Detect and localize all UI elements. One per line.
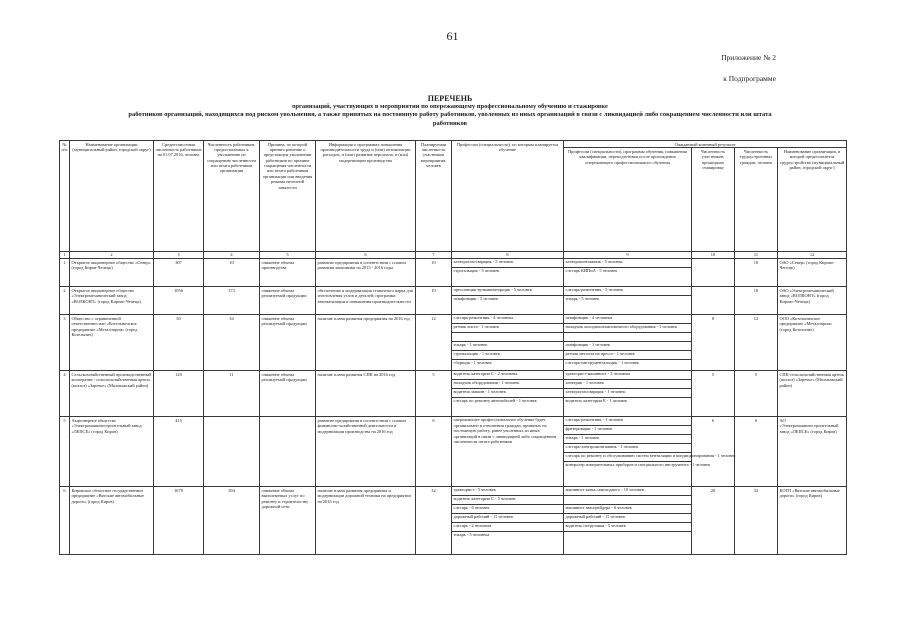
header-programs-info: Информация о программах повышения производительности труда и (или) оптимизации расходов, и (или) развития персонала, и (или) модернизации производства — [316, 141, 416, 252]
training-professions-item: наладчик оборудования - 1 человек — [452, 379, 563, 388]
training-professions-item: электрогазосварщик - 5 человек — [453, 259, 514, 265]
table-row — [60, 487, 847, 555]
result-professions — [564, 417, 736, 487]
organization-name: Открытое акционерное общество «Электромеханический завод «ВОЛКОНТ» (город Кирово-Чепецк) — [70, 287, 154, 315]
average-headcount: 1056 — [154, 287, 204, 315]
interns-count — [692, 287, 735, 315]
interns-count: 6 — [692, 417, 735, 487]
target-organization: ОАО «Север» (город Кирово-Чепецк) — [778, 259, 847, 287]
employed-count: 6 — [735, 417, 778, 487]
layoff-count: 10 — [204, 259, 260, 287]
result-professions-item — [564, 531, 691, 540]
training-professions-item: дорожный рабочий - 11 человек — [452, 513, 563, 522]
row-number: 4 — [60, 371, 70, 417]
training-professions-item: прессовщик-вулканизаторщик - 5 человек — [453, 287, 532, 293]
planned-participants: 12 — [416, 315, 452, 371]
training-professions-item: резчик листа - 1 человек — [452, 323, 563, 332]
programs-info: развитие предприятия в соответствии с планом развития экономики на 2015 - 2016 годы — [316, 259, 416, 287]
result-professions-item: наладчик холодноштамповочного оборудования - 1 человек — [564, 323, 691, 332]
column-index: 8 — [452, 252, 564, 259]
column-index-row — [60, 252, 847, 259]
planned-participants: 32 — [416, 487, 452, 555]
row-number: 3 — [60, 315, 70, 371]
target-organization: СПК-сельскохозяйственная артель (колхоз) «Заречье» (Малмыжский район) — [778, 371, 847, 417]
training-professions — [452, 259, 564, 287]
result-professions-item: шлифовщик - 4 человека — [565, 315, 612, 321]
result-professions — [564, 315, 692, 371]
table-row — [60, 315, 847, 371]
programs-info: наличие плана развития предприятия и модернизации дорожной техники на предприятии на 2016 год — [316, 487, 416, 555]
column-index: 12 — [778, 252, 847, 259]
layoff-reason: снижение объема производства — [260, 259, 316, 287]
programs-info: наличие плана развития предприятия на 2016 год — [316, 315, 416, 371]
layoff-count: 11 — [204, 371, 260, 417]
target-organization: АО «Электромашиностроительный завод «ЛЕПСЕ» (город Киров) — [778, 417, 847, 487]
interns-count: 20 — [692, 487, 735, 555]
document-subtitle-line-1: организаций, участвующих в мероприятии по опережающему профессиональному обучению и стажировке — [292, 103, 608, 110]
layoff-reason: снижение объема реализуемой продукции — [260, 315, 316, 371]
result-professions-item: токарь - 1 человек — [564, 434, 691, 443]
target-organization: ОАО «Электромеханический завод «ВОЛКОНТ» (город Кирово-Чепецк) — [778, 287, 847, 315]
result-professions-item: электромонтажник - 5 человек — [565, 259, 623, 265]
row-number: 5 — [60, 417, 70, 487]
training-professions-item: водитель категории С - 2 человека — [453, 371, 518, 377]
training-professions — [452, 287, 564, 315]
header-expected-result: Ожидаемый конечный результат — [564, 141, 847, 148]
row-number: 2 — [60, 287, 70, 315]
training-professions-item: стропальщик - 1 человек — [452, 350, 563, 359]
column-index: 9 — [564, 252, 692, 259]
training-professions-item: водитель машин - 1 человек — [452, 388, 563, 397]
result-professions-item: электрогазосварщик - 1 человек — [564, 388, 691, 397]
target-organization: ООО «Котельничское предприятие «Металлпром» (город Котельнич) — [778, 315, 847, 371]
header-layoff-count: Численность работников, предполагаемых к увольнению по сокращению численности или штата работников организации — [204, 141, 260, 252]
average-headcount: 307 — [154, 259, 204, 287]
table-row — [60, 417, 847, 487]
training-professions-item: сборщик - 1 человек — [452, 359, 563, 368]
row-number: 1 — [60, 259, 70, 287]
training-professions-item: тракторист - 5 человек — [453, 487, 496, 493]
appendix-number: Приложение № 2 — [721, 53, 776, 62]
target-organization: КОГП «Вятские автомобильные дороги» (город Киров) — [778, 487, 847, 555]
header-organization: Наименование организации (муниципальный район, городской округ) — [70, 141, 154, 252]
document-subtitle-line-2: работников организаций, находящихся под риском увольнения, а также принятых на постоянную работу работников, уволенных из иных организаций в связи с ликвидацией либо сокращением численности или штата — [128, 111, 772, 118]
result-professions-item: тракторист-машинист - 3 человека — [565, 371, 631, 377]
result-professions-item: дорожный рабочий - 11 человек — [564, 513, 691, 522]
result-professions-item: машинист катка самоходного - 10 человек — [565, 487, 644, 493]
appendix-subprogram: к Подпрограмме — [723, 74, 776, 83]
organization-name: Открытое акционерное общество «Север» (город Киров-Чепецк) — [70, 259, 154, 287]
result-professions — [564, 287, 692, 315]
column-index: 7 — [416, 252, 452, 259]
training-professions — [452, 371, 564, 417]
layoff-count: 34 — [204, 315, 260, 371]
layoff-count — [204, 417, 260, 487]
column-index: 2 — [70, 252, 154, 259]
header-result-professions: Профессии (специальности), программы обучения, повышения квалификации, переподготовки после прохождения опережающего профессионального обучения — [564, 148, 692, 252]
result-professions-item: слесарь-ремонтник - 1 человек — [565, 417, 624, 423]
training-professions — [452, 315, 564, 371]
organization-name: Сельскохозяйственный производственный кооператив - сельскохозяйственная артель (колхоз) «Заречье» (Малмыжский район) — [70, 371, 154, 417]
column-index: 3 — [154, 252, 204, 259]
organizations-table — [59, 140, 847, 555]
training-professions — [452, 487, 564, 555]
planned-participants: 6 — [416, 417, 452, 487]
result-professions — [564, 371, 692, 417]
training-professions-item — [452, 332, 563, 341]
header-reason: Причина, по которой принято решение о предстоящем увольнении работников по причине сокращения численности или штата работников организации или введения режима неполной занятости — [260, 141, 316, 252]
header-employed: Численность трудоустроенных граждан, человек — [735, 148, 778, 252]
result-professions-item — [564, 495, 691, 504]
average-headcount: 1679 — [154, 487, 204, 555]
training-professions-item: шлифовщик - 5 человек — [452, 295, 563, 304]
column-index: 6 — [316, 252, 416, 259]
header-interns: Численность участников, прошедших стажировку — [692, 148, 735, 252]
interns-count: 5 — [692, 371, 735, 417]
result-professions-item: слесарь-электромонтажник - 1 человек — [564, 443, 691, 452]
header-average-headcount: Среднесписочная численность работников на 01.07.2016, человек — [154, 141, 204, 252]
layoff-count: 373 — [204, 287, 260, 315]
column-index: 5 — [260, 252, 316, 259]
average-headcount: 120 — [154, 371, 204, 417]
layoff-reason — [260, 417, 316, 487]
training-professions-item: токарь - 3 человека — [452, 531, 563, 540]
column-index: 11 — [735, 252, 778, 259]
result-professions — [564, 259, 692, 287]
programs-info: наличие плана развития СПК на 2016 год — [316, 371, 416, 417]
programs-info: развитие предприятия в соответствии с планом финансово-хозяйственной деятельности и модернизации производства на 2016 год — [316, 417, 416, 487]
row-number: 6 — [60, 487, 70, 555]
header-training-professions: Профессии (специальности), по которым планируется обучение — [452, 141, 564, 252]
training-professions-item: водитель категории С - 5 человек — [452, 495, 563, 504]
table-row — [60, 259, 847, 287]
average-headcount: 50 — [154, 315, 204, 371]
employed-count: 12 — [735, 315, 778, 371]
layoff-reason: снижение объема реализуемой продукции — [260, 287, 316, 315]
result-professions-item: машинист автогрейдера - 6 человек — [564, 504, 691, 513]
layoff-reason: снижение объема реализуемой продукции — [260, 371, 316, 417]
employed-count: 5 — [735, 371, 778, 417]
employed-count: 10 — [735, 259, 778, 287]
result-professions-item: резчик металла на прессе - 1 человек — [564, 350, 691, 359]
training-professions — [452, 417, 564, 487]
planned-participants: 5 — [416, 371, 452, 417]
document-subtitle-line-3: работников — [432, 120, 468, 127]
result-professions-item: контролер измерительных приборов и специального инструмента - 1 человек — [564, 461, 691, 470]
result-professions-item: электрик - 1 человек — [564, 379, 691, 388]
planned-participants: 10 — [416, 287, 452, 315]
result-professions-item: шлифовщик - 1 человек — [564, 341, 691, 350]
table-row — [60, 287, 847, 315]
result-professions-item: слесарь-инструментальщик - 1 человек — [564, 359, 691, 368]
training-professions-item: слесарь по ремонту автомобилей - 1 человек — [452, 397, 563, 406]
employed-count: 32 — [735, 487, 778, 555]
result-professions-item: слесарь-ремонтник - 5 человек — [565, 287, 624, 293]
employed-count: 10 — [735, 287, 778, 315]
organization-name: Акционерное общество «Электромашиностроительный завод «ЛЕПСЕ» (город Киров) — [70, 417, 154, 487]
result-professions-item: токарь - 5 человек — [564, 295, 691, 304]
result-professions-item: слесарь КИПиА - 5 человек — [564, 267, 691, 276]
planned-participants: 10 — [416, 259, 452, 287]
average-headcount: 415 — [154, 417, 204, 487]
header-target-organization: Наименование организации, в которой предполагается трудоустройство (муниципальный район, городской округ) — [778, 148, 847, 252]
result-professions-item: водитель погрузчика - 5 человек — [564, 522, 691, 531]
page-number: 61 — [446, 29, 459, 43]
programs-info: обеспечение и модернизация станочного парка для изготовления узлов и деталей; программа автоматизации и повышения производительности — [316, 287, 416, 315]
column-index: 10 — [692, 252, 735, 259]
organization-name: Кировское областное государственное предприятие «Вятские автомобильные дороги» (город Киров) — [70, 487, 154, 555]
header-planned-participants: Планируемая численность участников мероприятия, человек — [416, 141, 452, 252]
column-index: 1 — [60, 252, 70, 259]
training-professions-item: опережающее профессиональное обучение будет организовано в отношении граждан, принятых на постоянную работу, ранее уволенных из иных организаций в связи с ликвидацией либо сокращением численности штата работников — [453, 417, 557, 444]
result-professions-item: фрезеровщик - 1 человек — [564, 425, 691, 434]
organization-name: Общество с ограниченной ответственностью «Котельничское предприятие «Металлпром» (город Котельнич) — [70, 315, 154, 371]
interns-count: 8 — [692, 315, 735, 371]
layoff-reason: снижение объема выполняемых услуг по ремонту и строительству дорожной сети — [260, 487, 316, 555]
organizations-table-wrapper — [59, 140, 846, 620]
training-professions-item: строгальщик - 5 человек — [452, 267, 563, 276]
layoff-count: 294 — [204, 487, 260, 555]
table-row — [60, 371, 847, 417]
header-no: № п/п — [60, 141, 70, 252]
document-title: ПЕРЕЧЕНЬ — [427, 94, 473, 103]
training-professions-item: слесарь - 6 человек — [452, 504, 563, 513]
result-professions-item — [564, 332, 691, 341]
training-professions-item: слесарь - 2 человека — [452, 522, 563, 531]
training-professions-item: токарь - 1 человек — [452, 341, 563, 350]
training-professions-item: слесарь-ремонтник - 4 человека — [453, 315, 514, 321]
column-index: 4 — [204, 252, 260, 259]
result-professions — [564, 487, 692, 555]
result-professions-item: слесарь по ремонту и обслуживанию систем вентиляции и кондиционирования - 1 человек — [564, 452, 691, 461]
result-professions-item: водитель категории Е - 1 человек — [564, 397, 691, 406]
interns-count — [692, 259, 735, 287]
